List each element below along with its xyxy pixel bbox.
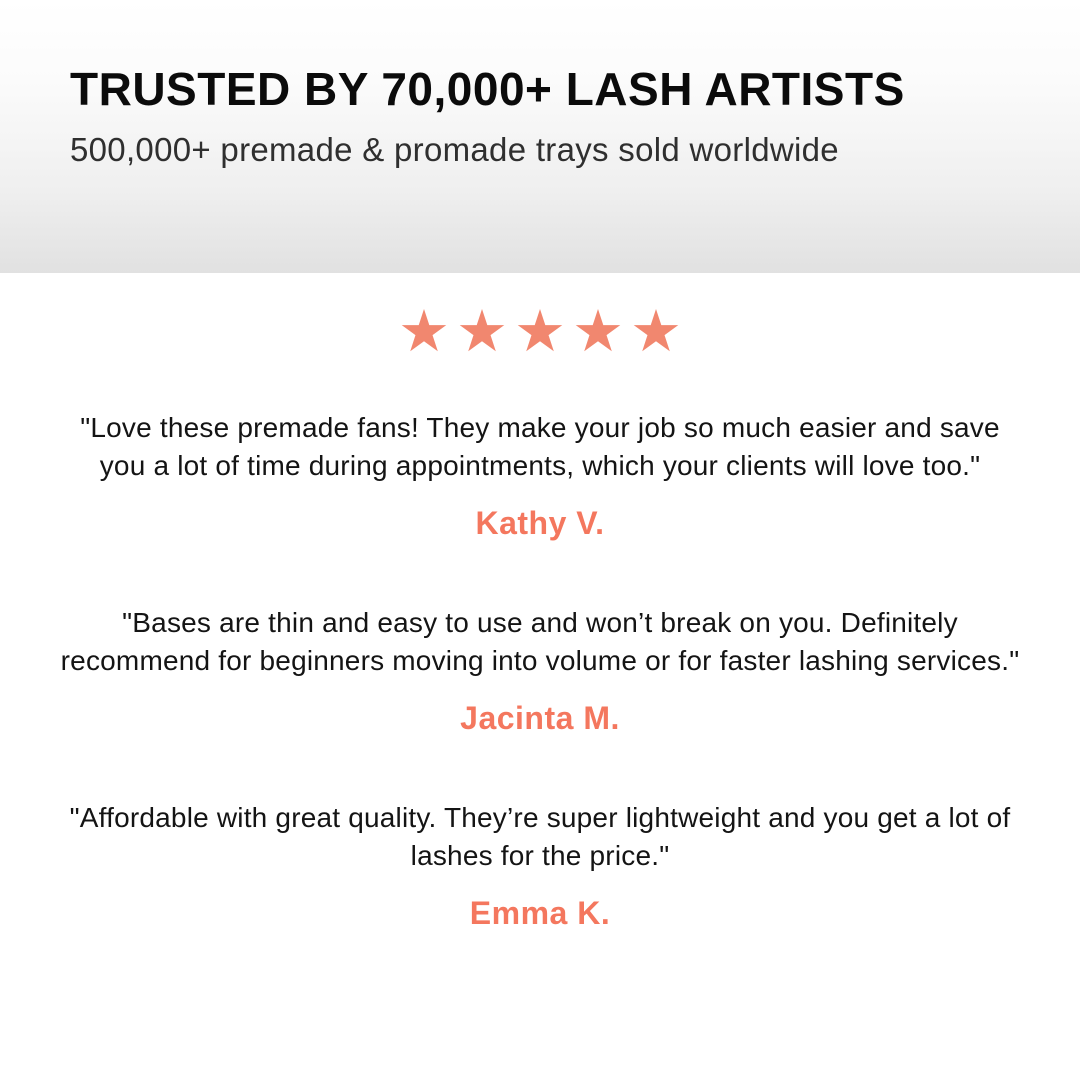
testimonial-quote: "Love these premade fans! They make your job so much easier and save you a lot of time during appointments, which your clients will love too." xyxy=(80,412,1000,481)
page-title: TRUSTED BY 70,000+ LASH ARTISTS xyxy=(70,63,905,115)
star-icon: ★ xyxy=(630,299,682,364)
star-icon: ★ xyxy=(514,299,566,364)
header-band xyxy=(0,0,1080,273)
testimonial-quote: "Affordable with great quality. They’re super lightweight and you get a lot of lashes for the price." xyxy=(69,802,1011,871)
testimonial-author: Jacinta M. xyxy=(460,700,620,736)
testimonial-item xyxy=(60,799,1020,932)
five-star-rating xyxy=(0,299,1080,364)
star-icon: ★ xyxy=(572,299,624,364)
testimonial-quote: "Bases are thin and easy to use and won’t break on you. Definitely recommend for beginners moving into volume or for faster lashing services." xyxy=(60,607,1020,676)
page-subtitle: 500,000+ premade & promade trays sold worldwide xyxy=(70,130,839,168)
testimonial-author: Emma K. xyxy=(469,895,611,931)
testimonial-item xyxy=(60,409,1020,542)
testimonial-author: Kathy V. xyxy=(475,505,605,541)
star-icon: ★ xyxy=(398,299,450,364)
testimonials-section xyxy=(60,409,1020,932)
testimonial-item xyxy=(60,604,1020,737)
star-icon: ★ xyxy=(456,299,508,364)
